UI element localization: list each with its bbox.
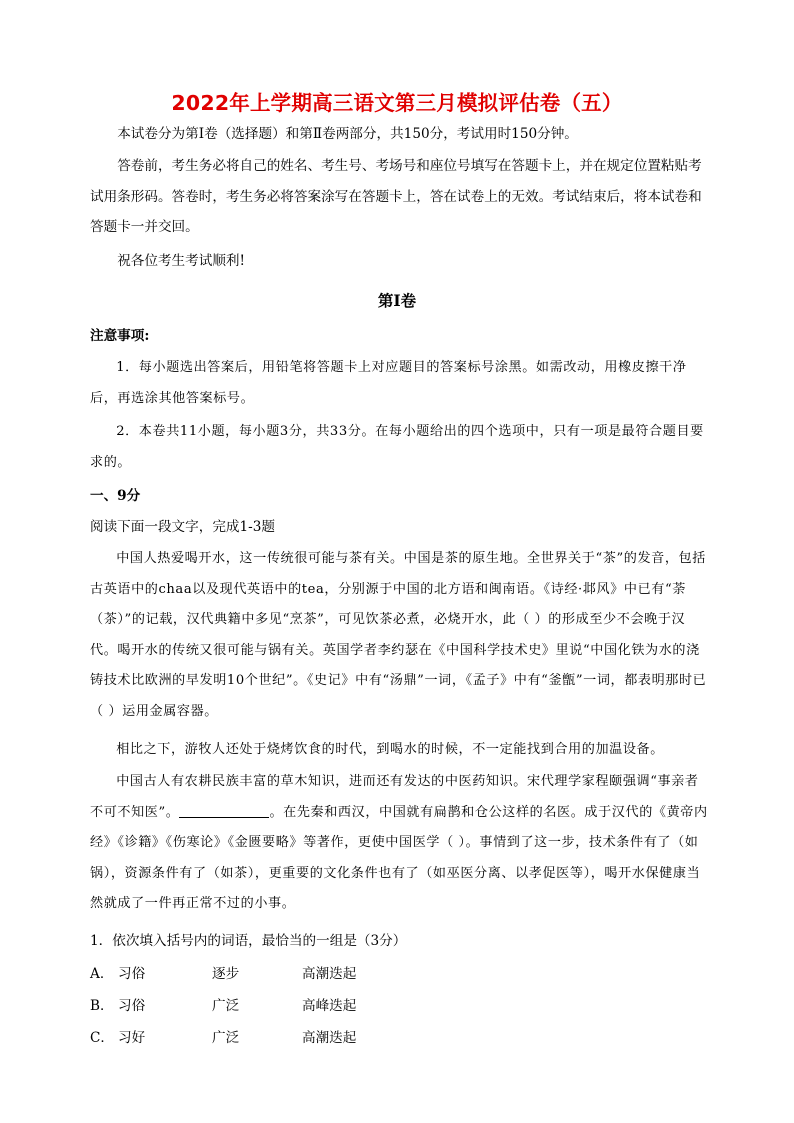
option-letter: B． bbox=[90, 998, 114, 1014]
passage-paragraph-3-part-b: 。在先秦和西汉，中国就有扁鹊和仓公这样的名医。成于汉代的《黄帝内经》《诊籍》《伤寒论》《金匮要略》等著作，更使中国医学（ ）。事情到了这一步，技术条件有了（如锅），资源条件有了（如茶），更重要的文化条件也有了（如巫医分离、以孝促医等），喝开水保健康当然就成了一件再正常不过的小事。 bbox=[90, 804, 708, 911]
exam-title: 2022年上学期高三语文第三月模拟评估卷（五） bbox=[171, 91, 623, 115]
section-heading: 第Ⅰ卷 bbox=[377, 291, 417, 310]
passage-paragraph-3-part-a: 中国古人有农耕民族丰富的草木知识，进而还有发达的中医药知识。宋代理学家程颐强调“事亲者不可不知医”。 bbox=[90, 774, 699, 820]
intro-paragraph-1: 本试卷分为第Ⅰ卷（选择题）和第Ⅱ卷两部分，共150分，考试用时150分钟。 bbox=[117, 126, 578, 142]
intro-paragraph-3: 祝各位考生考试顺利! bbox=[117, 253, 245, 269]
passage-paragraph-3 bbox=[90, 767, 712, 920]
passage-paragraph-1: 中国人热爱喝开水，这一传统很可能与茶有关。中国是茶的原生地。全世界关于“茶”的发音，包括古英语中的chaa以及现代英语中的tea，分别源于中国的北方语和闽南语。《诗经·邶风》中已有“荼（茶）”的记载，汉代典籍中多见“烹茶”，可见饮茶必煮，必烧开水，此（ ）的形成至少不会晚于汉代。喝开水的传统又很可能与锅有关。英国学者李约瑟在《中国科学技术史》里说“中国化铁为水的浇铸技术比欧洲的早发明10个世纪”。《史记》中有“汤鼎”一词，《孟子》中有“釜甑”一词，都表明那时已（ ）运用金属容器。 bbox=[90, 551, 707, 719]
option-word-2: 广泛 bbox=[212, 1030, 240, 1046]
option-word-3: 高峰迭起 bbox=[302, 998, 357, 1014]
intro-paragraph-2: 答卷前，考生务必将自己的姓名、考生号、考场号和座位号填写在答题卡上，并在规定位置粘贴考试用条形码。答卷时，考生务必将答案涂写在答题卡上，答在试卷上的无效。考试结束后，将本试卷和答题卡一并交回。 bbox=[90, 158, 702, 235]
notice-item-2: 2．本卷共11小题，每小题3分，共33分。在每小题给出的四个选项中，只有一项是最符合题目要求的。 bbox=[90, 424, 704, 470]
option-word-1: 习好 bbox=[118, 1030, 146, 1046]
option-word-1: 习俗 bbox=[118, 966, 146, 982]
answer-blank bbox=[179, 803, 269, 818]
notice-heading: 注意事项: bbox=[90, 328, 150, 344]
reading-instruction: 阅读下面一段文字，完成1-3题 bbox=[90, 519, 276, 535]
question-1-stem: 1．依次填入括号内的词语，最恰当的一组是（3分） bbox=[90, 933, 407, 949]
option-word-2: 广泛 bbox=[212, 998, 240, 1014]
passage-paragraph-2: 相比之下，游牧人还处于烧烤饮食的时代，到喝水的时候，不一定能找到合用的加温设备。 bbox=[116, 742, 664, 757]
notice-item-1: 1．每小题选出答案后，用铅笔将答题卡上对应题目的答案标号涂黑。如需改动，用橡皮擦干净后，再选涂其他答案标号。 bbox=[90, 360, 687, 406]
option-word-2: 逐步 bbox=[212, 966, 240, 982]
option-word-3: 高潮迭起 bbox=[302, 966, 357, 982]
option-word-1: 习俗 bbox=[118, 998, 146, 1014]
part1-heading: 一、9分 bbox=[90, 488, 141, 504]
option-letter: C． bbox=[90, 1030, 114, 1046]
option-letter: A． bbox=[90, 966, 114, 982]
option-word-3: 高潮迭起 bbox=[302, 1030, 357, 1046]
